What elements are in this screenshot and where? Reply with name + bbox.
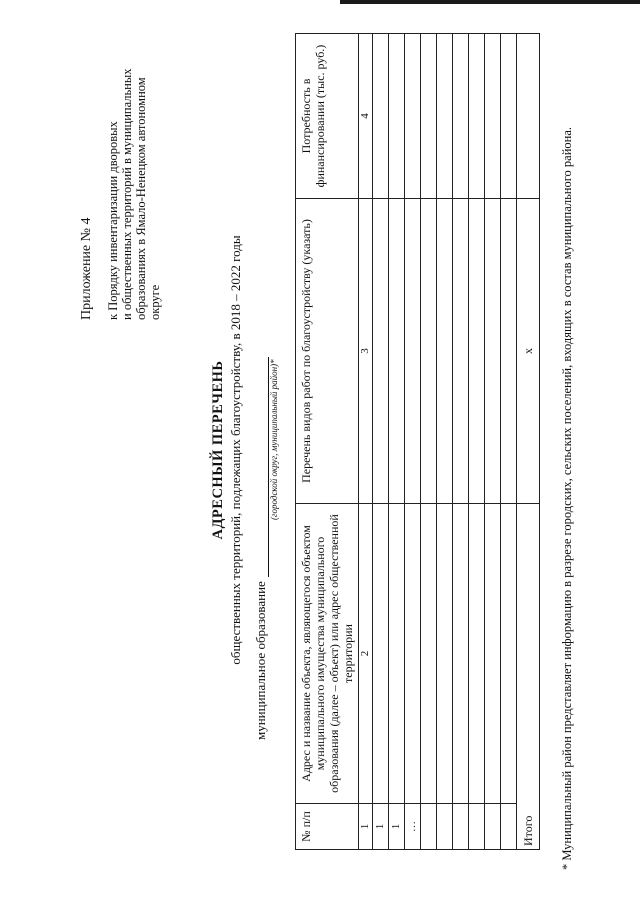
appendix-line: и общественных территорий в муниципальных xyxy=(120,68,134,320)
column-number-row xyxy=(359,34,373,850)
scan-edge-bar xyxy=(340,0,640,4)
document-heading xyxy=(210,20,244,880)
appendix-line: округе xyxy=(148,284,162,320)
appendix-line: к Порядку инвентаризации дворовых xyxy=(106,121,120,320)
total-amount xyxy=(517,34,540,199)
table-row xyxy=(373,34,389,850)
municipality-label: муниципальное образование xyxy=(253,581,268,740)
row-amount xyxy=(373,34,389,199)
column-number: 2 xyxy=(359,504,373,804)
row-number: … xyxy=(405,804,421,850)
address-table xyxy=(295,33,540,850)
column-number: 3 xyxy=(359,199,373,504)
table-row-empty xyxy=(437,34,453,850)
row-address xyxy=(389,504,405,804)
footnote: * Муниципальный район представляет информацию в разрезе городских, сельских поселений, входящих в состав муниципального района. xyxy=(560,126,574,870)
total-works: х xyxy=(517,199,540,504)
total-label: Итого xyxy=(517,504,540,850)
table-header-row xyxy=(296,34,359,850)
table-row xyxy=(389,34,405,850)
appendix-block xyxy=(80,30,162,320)
row-amount xyxy=(389,34,405,199)
column-number: 1 xyxy=(359,804,373,850)
row-works xyxy=(405,199,421,504)
header-number: № п/п xyxy=(296,804,359,850)
table-row-empty xyxy=(453,34,469,850)
header-financing: Потребность в финансировании (тыс. руб.) xyxy=(296,34,359,199)
municipality-line xyxy=(253,357,269,740)
row-number: 1 xyxy=(373,804,389,850)
table-row-empty xyxy=(421,34,437,850)
row-works xyxy=(389,199,405,504)
row-works xyxy=(373,199,389,504)
document-page xyxy=(40,20,600,880)
table-row-empty xyxy=(501,34,517,850)
municipality-blank xyxy=(256,357,269,577)
appendix-line: образованиях в Ямало-Ненецком автономном xyxy=(134,77,148,320)
row-address xyxy=(405,504,421,804)
document-title: АДРЕСНЫЙ ПЕРЕЧЕНЬ xyxy=(210,360,226,540)
municipality-hint: (городской округ, муниципальный район)* xyxy=(269,359,279,520)
row-number: 1 xyxy=(389,804,405,850)
table-row-empty xyxy=(485,34,501,850)
column-number: 4 xyxy=(359,34,373,199)
table-row-empty xyxy=(469,34,485,850)
table-row xyxy=(405,34,421,850)
document-subtitle: общественных территорий, подлежащих благоустройству, в 2018 – 2022 годы xyxy=(228,235,243,665)
row-address xyxy=(373,504,389,804)
appendix-number: Приложение № 4 xyxy=(79,217,94,320)
header-address: Адрес и название объекта, являющегося объектом муниципального имущества муниципального образования (далее – объект) или адрес общественной территории xyxy=(296,504,359,804)
table-total-row xyxy=(517,34,540,850)
header-works: Перечень видов работ по благоустройству (указать) xyxy=(296,199,359,504)
row-amount xyxy=(405,34,421,199)
